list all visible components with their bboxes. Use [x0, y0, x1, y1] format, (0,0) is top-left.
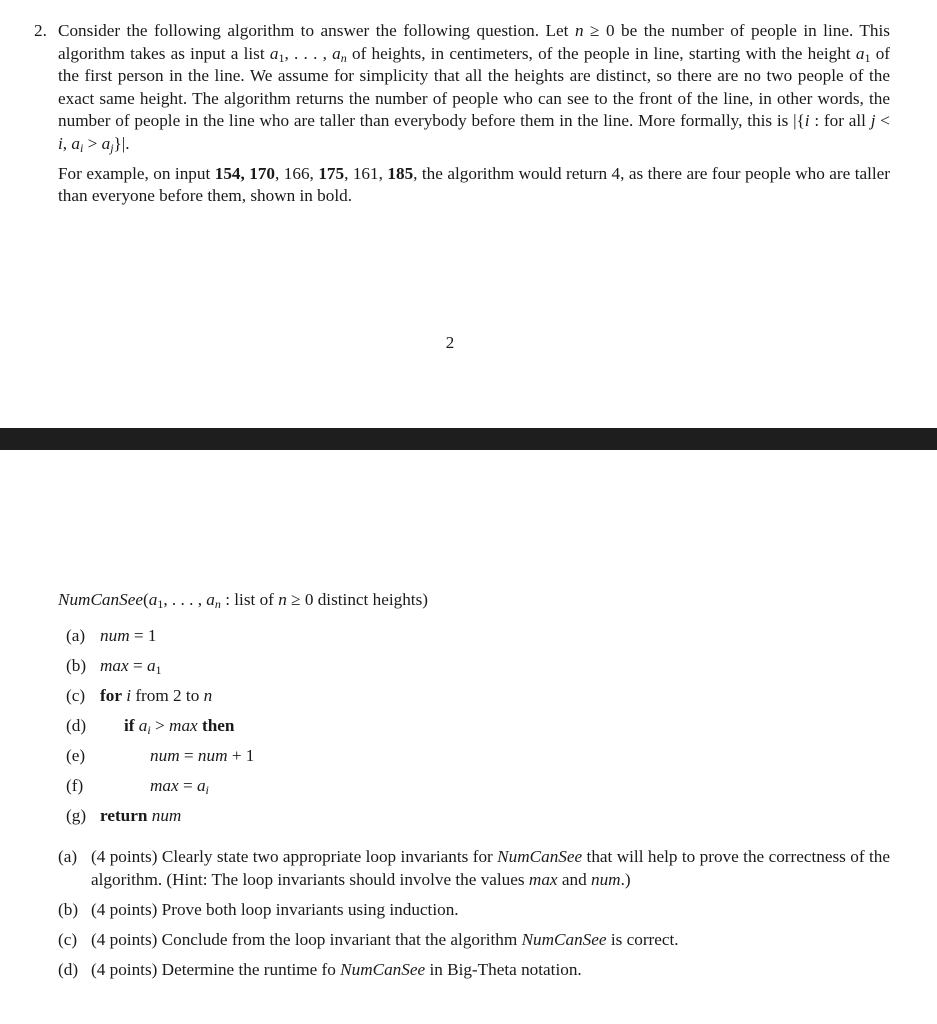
- algorithm-step-d: (d) if $a_i > \max$ then: [66, 716, 235, 737]
- algorithm-header: $NumCanSee(a_1$, . . . , $a_n$ : list of n ≥ 0 distinct heights): [58, 590, 428, 611]
- algorithm-step-b: (b) $\max = a_1$: [66, 656, 162, 677]
- algorithm-step-f: (f) $\max = a_i$: [66, 776, 209, 797]
- algorithm-step-e: (e) num = num + 1: [66, 746, 255, 765]
- page-top: [0, 0, 937, 428]
- question-list: [58, 846, 890, 989]
- question-a: (a) (4 points) Clearly state two appropriate loop invariants for NumCanSee that will help to prove the correctness of the algorithm. (Hint: The loop invariants should involve the values max and num.): [58, 847, 890, 889]
- page-number: 2: [445, 333, 455, 352]
- algorithm-step-a: (a) num = 1: [66, 626, 157, 645]
- algorithm-steps: [66, 621, 428, 831]
- question-d: (d) (4 points) Determine the runtime fo NumCanSee in Big-Theta notation.: [58, 959, 582, 979]
- problem-paragraph-2: For example, on input 154, 170, 166, 175, 161, 185, the algorithm would return 4, as there are four people who are taller than everyone before them, shown in bold.: [58, 163, 891, 206]
- problem-number: 2.: [34, 21, 47, 40]
- problem-paragraph-1: Consider the following algorithm to answer the following question. Let n ≥ 0 be the number of people in line. This algorithm takes as input a list $a_1$, . . . , $a_n$ of heights, in centimeters, of the people in line, starting with the height $a_1$ of the first person in the line. We assume for simplicity that all the heights are distinct, so there are no two people of the exact same height. The algorithm returns the number of people who can see to the front of the line, in other words, the number of people in the line who are taller than everybody before them in the line. More formally, this is |{i : for all j < i, $a_i > a_j\}|$.: [58, 21, 891, 155]
- question-c: (c) (4 points) Conclude from the loop invariant that the algorithm NumCanSee is correct.: [58, 929, 679, 949]
- algorithm-block: [58, 585, 428, 831]
- algorithm-step-c: (c) for i from 2 to n: [66, 686, 213, 705]
- algorithm-step-g: (g) return num: [66, 806, 182, 825]
- question-b: (b) (4 points) Prove both loop invariants using induction.: [58, 899, 459, 919]
- page-break-bar: [0, 428, 937, 450]
- problem-statement: [34, 20, 890, 208]
